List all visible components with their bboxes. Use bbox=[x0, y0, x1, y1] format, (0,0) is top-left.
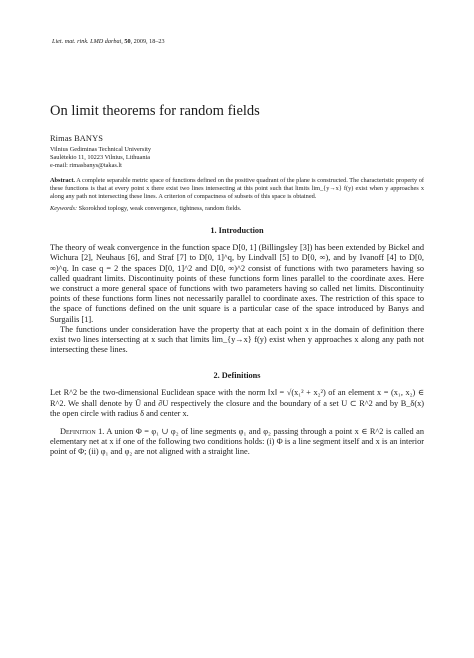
abstract bbox=[50, 177, 424, 201]
section-heading: 1. Introduction bbox=[210, 226, 264, 236]
abstract-text: A complete separable metric space of functions defined on the positive quadrant of the plane is constructed. The characteristic property of these functions is that at every point x there exist two lines intersecting at this point such that limits lim_{y→x} f(y) exist when y approaches x along any path not intersecting these lines. A criterion of compactness of subsets of this space is obtained. bbox=[50, 177, 424, 201]
section-introduction bbox=[50, 226, 424, 355]
section-heading: 2. Definitions bbox=[213, 371, 261, 381]
author-name: Rimas BANYS bbox=[50, 134, 103, 143]
paper-title: On limit theorems for random fields bbox=[50, 103, 260, 119]
journal-name: Liet. mat. rink. LMD darbai, bbox=[52, 38, 123, 45]
section-definitions bbox=[50, 371, 424, 419]
affiliation-line: Saulėtekio 11, 10223 Vilnius, Lithuania bbox=[50, 153, 151, 161]
keywords-text: Skorokhod toplogy, weak convergence, tightness, random fields. bbox=[78, 205, 242, 213]
body-paragraph: Let R^2 be the two-dimensional Euclidean space with the norm ‖x‖ = √(x₁² + x₂²) of an element x = (x₁, x₂) ∈ R^2. We shall denote by Ū and ∂U respectively the closure and the boundary of a set U ⊂ R^2 and by B_δ(x) the open circle with radius δ and center x. bbox=[50, 388, 424, 418]
definition-text: A union Φ = φ₁ ∪ φ₂ of line segments φ₁ and φ₂ passing through a point x ∈ R^2 is called an elementary net at x if one of the following two conditions holds: (i) Φ is a line segment itself and x is an interior point of Φ; (ii) φ₁ and φ₂ are not aligned with a straight line. bbox=[50, 426, 424, 457]
body-paragraph: The theory of weak convergence in the function space D[0, 1] (Billingsley [3]) has been extended by Bickel and Wichura [2], Neuhaus [6], and Straf [7] to D[0, 1]^q, by Lindvall [5] to D[0, ∞), and by Ivanoff [4] to D[0, ∞)^q. In case q = 2 the spaces D[0, 1]^2 and D[0, ∞)^2 consist of functions with two parameters having so called quadrant limits. Discontinuity points of these functions form lines parallel to the coordinate axes. Here we construct a more general space of functions with two parameters having so called net limits. Discontinuity points of these functions form lines not necessarily parallel to coordinate axes. The restriction of this space to the space of functions defined on the unit square is a particular case of the space introduced by Banys and Surgailis [1]. bbox=[50, 243, 424, 324]
journal-year-pages: , 2009, 18–23 bbox=[130, 38, 165, 45]
keywords-label: Keywords: bbox=[50, 205, 78, 213]
journal-volume: 50 bbox=[124, 38, 131, 45]
abstract-label: Abstract. bbox=[50, 177, 76, 185]
affiliation-line: e-mail: rimasbanys@takas.lt bbox=[50, 161, 122, 169]
running-header bbox=[52, 38, 424, 45]
affiliation-line: Vilnius Gediminas Technical University bbox=[50, 146, 152, 153]
definition-label: Definition 1. bbox=[60, 426, 105, 436]
definition-1 bbox=[50, 427, 424, 458]
keywords bbox=[50, 205, 424, 212]
body-paragraph: The functions under consideration have the property that at each point x in the domain of definition there exist two lines intersecting at x such that limits lim_{y→x} f(y) exist when y approaches x along any path not intersecting these lines. bbox=[50, 324, 424, 355]
affiliation bbox=[50, 146, 424, 169]
